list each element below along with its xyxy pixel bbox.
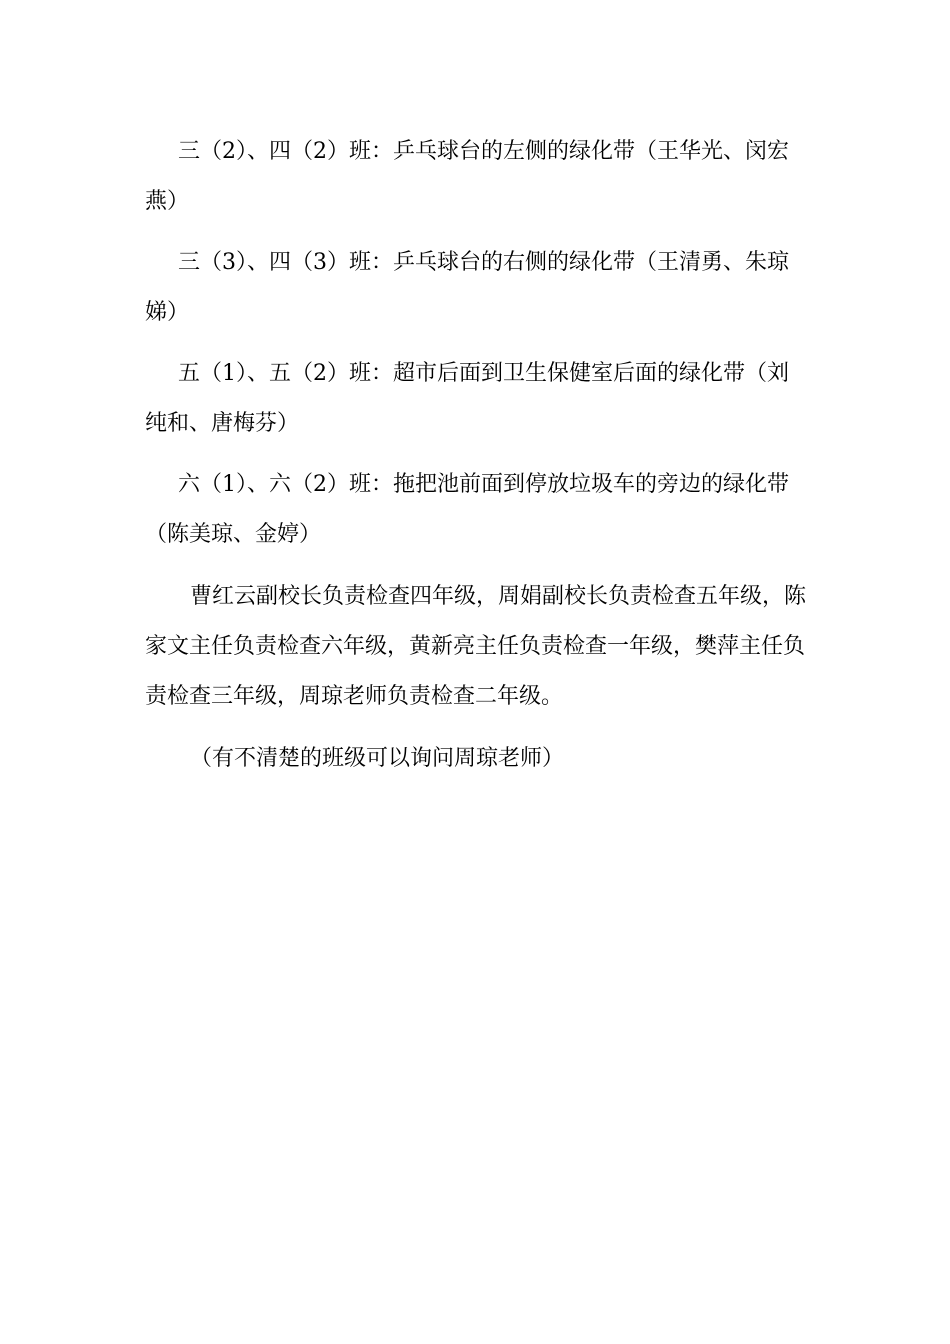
assignment-paragraph-grade3-4-class2: 三（2）、四（2）班：乒乓球台的左侧的绿化带（王华光、闵宏燕） [145,139,789,214]
inspection-responsibility-paragraph: 曹红云副校长负责检查四年级，周娟副校长负责检查五年级，陈家文主任负责检查六年级，黄新亮主任负责检查一年级，樊萍主任负责检查三年级，周琼老师负责检查二年级。 [145,584,807,709]
assignment-paragraph-grade5: 五（1）、五（2）班：超市后面到卫生保健室后面的绿化带（刘纯和、唐梅芬） [145,361,789,436]
assignment-paragraph-grade3-4-class3: 三（3）、四（3）班：乒乓球台的右侧的绿化带（王清勇、朱琼娣） [145,250,789,325]
assignment-paragraph-grade6: 六（1）、六（2）班：拖把池前面到停放垃圾车的旁边的绿化带（陈美琼、金婷） [145,472,789,547]
contact-note-paragraph: （有不清楚的班级可以询问周琼老师） [190,746,565,771]
